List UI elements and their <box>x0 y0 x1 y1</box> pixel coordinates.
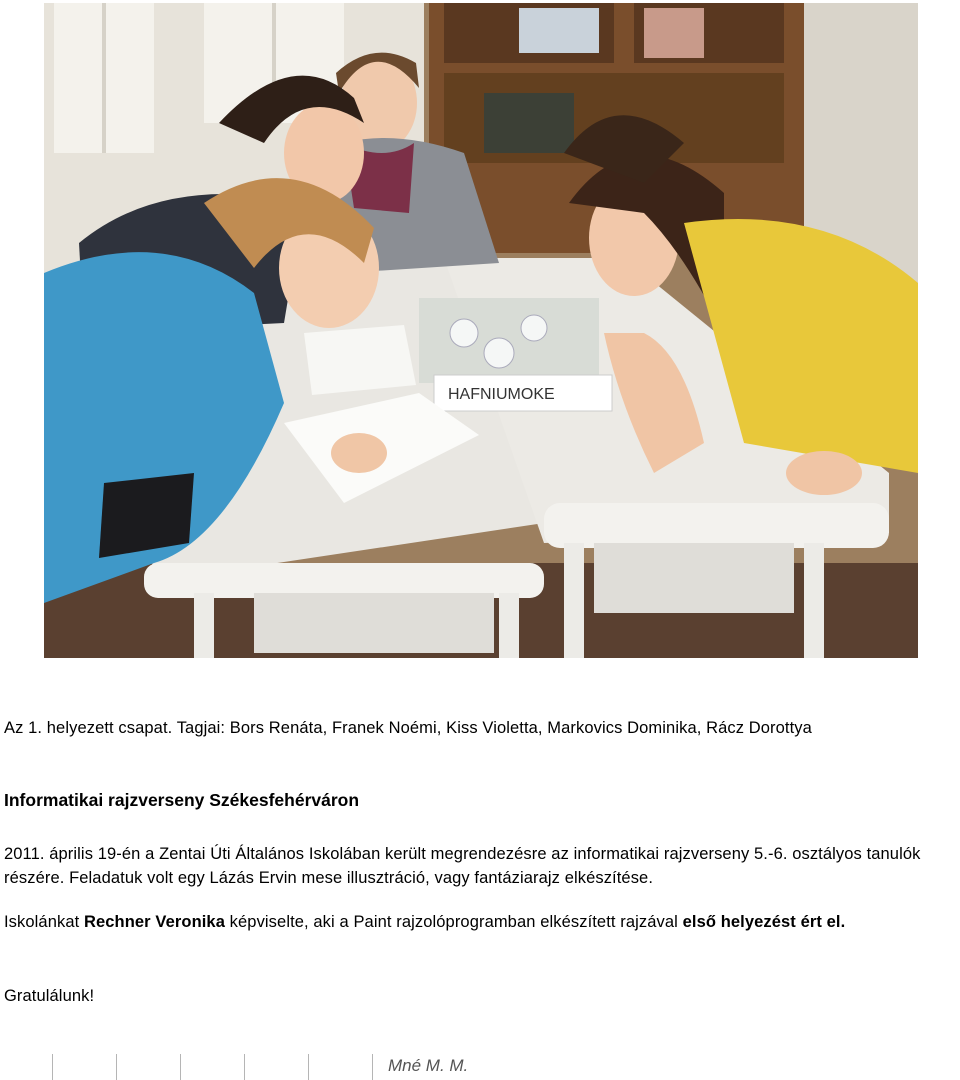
award-text: első helyezést ért el. <box>682 913 846 931</box>
footer-separator <box>180 1054 181 1080</box>
footer-separator <box>116 1054 117 1080</box>
footer-separator <box>372 1054 373 1080</box>
paragraph-2-middle: képviselte, aki a Paint rajzolóprogramban elkészített rajzával <box>224 913 683 931</box>
article-photo <box>44 3 918 658</box>
article-footer <box>0 1050 960 1080</box>
author-name: Mné M. M. <box>388 1056 469 1075</box>
photo-caption: Az 1. helyezett csapat. Tagjai: Bors Renáta, Franek Noémi, Kiss Violetta, Markovics Dominika, Rácz Dorottya <box>4 719 812 737</box>
photo-label-text: HAFNIUMOKE <box>448 386 555 403</box>
article-paragraph-1: 2011. április 19-én a Zentai Úti Általános Iskolában került megrendezésre az informatikai rajzverseny 5.-6. osztályos tanulók részére. Feladatuk volt egy Lázás Ervin mese illusztráció, vagy fantáziarajz elkészítése. <box>4 845 921 887</box>
footer-separator <box>52 1054 53 1080</box>
article-title: Informatikai rajzverseny Székesfehérváron <box>4 790 360 810</box>
article-paragraph-3: Gratulálunk! <box>4 987 95 1005</box>
footer-separator <box>308 1054 309 1080</box>
student-name: Rechner Veronika <box>83 913 225 931</box>
footer-separator <box>244 1054 245 1080</box>
article-paragraph-2 <box>4 910 959 934</box>
paragraph-2-intro: Iskolánkat <box>4 913 84 931</box>
